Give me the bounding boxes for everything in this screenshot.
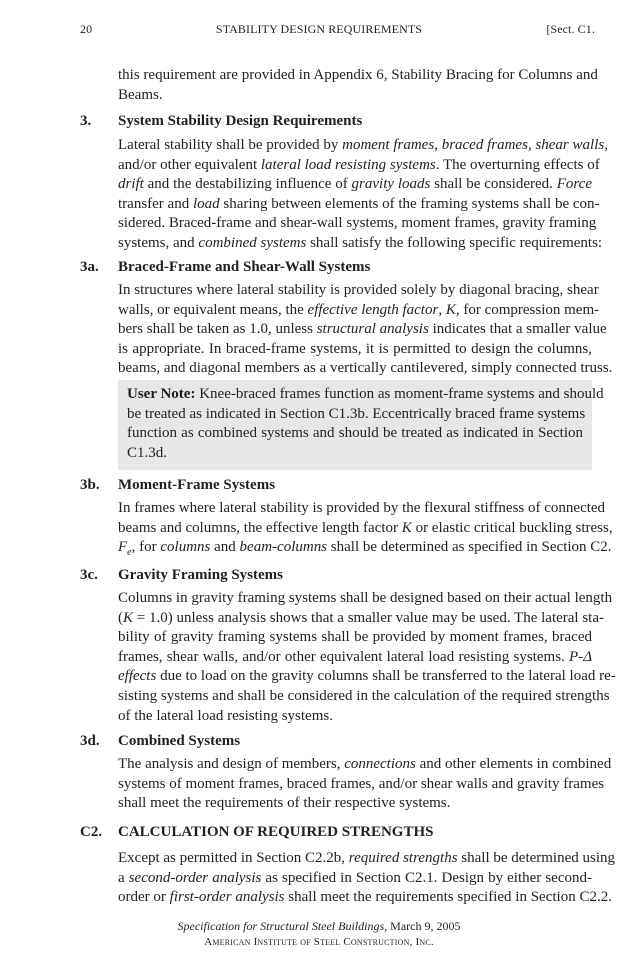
- section-3-number: 3.: [80, 113, 92, 129]
- section-3a-title: Braced-Frame and Shear-Wall Systems: [118, 259, 371, 275]
- page-number: 20: [80, 22, 93, 36]
- section-c2-body: Except as permitted in Section C2.2b, required strengths shall be determined using a second-order analysis as specified in Section C2.1. Design by either second- order or first-order analysis shall meet the requirements specified in Section C2.2.: [118, 850, 616, 906]
- section-3b-number: 3b.: [80, 477, 100, 493]
- section-3c-number: 3c.: [80, 567, 98, 583]
- user-note-box: [118, 380, 604, 470]
- section-3b-title: Moment-Frame Systems: [118, 477, 276, 493]
- section-3d-title: Combined Systems: [118, 733, 241, 749]
- footer-date: March 9, 2005: [387, 919, 461, 933]
- section-3a-number: 3a.: [80, 259, 99, 275]
- footer-publisher: American Institute of Steel Construction, Inc.: [204, 936, 434, 948]
- section-reference: [Sect. C1.: [546, 22, 595, 36]
- section-3-body: Lateral stability shall be provided by moment frames, braced frames, shear walls, and/or other equivalent lateral load resisting systems. The overturning effects of drift and the destabilizing influence of gravity loads shall be considered. Force transfer and load sharing between elements of the framing systems shall be con- sidered. Braced-frame and shear-wall systems, moment frames, gravity framing systems, and combined systems shall satisfy the following specific requirements:: [118, 137, 608, 251]
- section-3d-body: The analysis and design of members, connections and other elements in combined systems of moment frames, braced frames, and/or shear walls and gravity frames shall meet the requirements of their respective systems.: [118, 756, 612, 812]
- user-note-text: User Note: Knee-braced frames function as moment-frame systems and should be treated as indicated in Section C1.3b. Eccentrically braced frame systems function as combined systems and should be treated as indicated in Section C1.3d.: [127, 386, 604, 461]
- section-3c-title: Gravity Framing Systems: [118, 567, 283, 583]
- running-title: STABILITY DESIGN REQUIREMENTS: [215, 22, 423, 36]
- section-3a-body: In structures where lateral stability is provided solely by diagonal bracing, shear walls, or equivalent means, the effective length factor, K, for compression mem- bers shall be taken as 1.0, unless structural analysis indicates that a smaller value is appropriate. In braced-frame systems, it is permitted to design the columns, beams, and diagonal members as a vertically cantilevered, simply connected truss.: [118, 282, 613, 377]
- section-3-title: System Stability Design Requirements: [118, 113, 363, 129]
- section-3d-number: 3d.: [80, 733, 100, 749]
- section-c2-title: CALCULATION OF REQUIRED STRENGTHS: [118, 824, 434, 840]
- footer-spec-title: Specification for Structural Steel Buildings,: [177, 919, 388, 933]
- intro-paragraph: this requirement are provided in Appendix 6, Stability Bracing for Columns and Beams.: [118, 67, 598, 103]
- section-c2-number: C2.: [80, 824, 103, 840]
- user-note-label: User Note:: [127, 386, 196, 402]
- footer-spec-line: [0, 919, 638, 934]
- section-3c-body: Columns in gravity framing systems shall be designed based on their actual length (K = 1.0) unless analysis shows that a smaller value may be used. The lateral sta- bility of gravity framing systems shall be provided by moment frames, braced frames, shear walls, and/or other equivalent lateral load resisting systems. P-Δ effects due to load on the gravity columns shall be transferred to the lateral load re- sisting systems and shall be considered in the calculation of the required strengths of the lateral load resisting systems.: [118, 590, 616, 724]
- section-3b-body: In frames where lateral stability is provided by the flexural stiffness of connected beams and columns, the effective length factor K or elastic critical buckling stress, $F_e$, for columns and beam-columns shall be determined as specified in Section C2.: [118, 500, 613, 559]
